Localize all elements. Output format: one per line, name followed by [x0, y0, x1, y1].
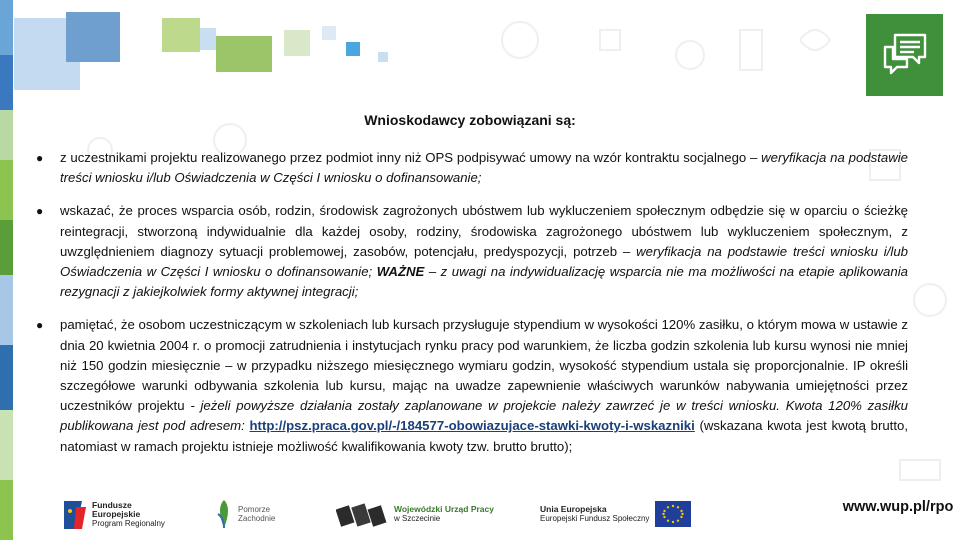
item-text: wskazać, że proces wsparcia osób, rodzin, środowisk zagrożonych ubóstwem lub wykluczeniem społecznym odbędzie się w oparciu o ścieżkę reintegracji, stworzoną indywidualnie dla każdej osoby, rodziny, środowiska zagrożonego ubóstwem lub wykluczeniem społecznym, z uwzględnieniem diagnozy sytuacji problemowej, zasobów, potencjału, predyspozycji, potrzeb: [60, 203, 908, 259]
logo-pomorze-zachodnie: [214, 492, 314, 536]
item-text-italic: – weryfikacja na podstawie treści wniosku i/lub Oświadczenia w Części I wniosku o dofinansowanie;: [60, 243, 909, 280]
deco-square: [378, 52, 388, 62]
bullet-dot-icon: ●: [36, 151, 44, 165]
pomorze-emblem-icon: [214, 498, 234, 530]
bullet-dot-icon: ●: [36, 204, 44, 219]
requirements-list: [36, 148, 908, 470]
page-title: Wnioskodawcy zobowiązani są:: [364, 112, 576, 128]
item-text: pamiętać, że osobom uczestniczącym w szkoleniach lub kursach przysługuje stypendium w wysokości 120% zasiłku, o którym mowa w ustawie z dnia 20 kwietnia 2004 r. o promocji zatrudnienia i instytucjach rynku pracy pod warunkiem, że liczba godzin szkolenia lub kursu wynosi nie mniej niż 150 godzin miesięcznie – w przypadku niższego miesięcznego wymiaru godzin, wysokość stypendium ustala się proporcjonalnie. IP określi szczegółowe warunki odbywania szkolenia lub kursu, mając na uwadze zapewnienie właściwych warunków nabywania umiejętności przez uczestników projektu: [60, 317, 908, 414]
deco-square: [200, 28, 216, 50]
footer-logos: [62, 492, 682, 540]
stipend-link[interactable]: http://psz.praca.gov.pl/-/184577-obowiazujace-stawki-kwoty-i-wskazniki: [249, 418, 695, 434]
item-text-italic: – z uwagi na indywidualizację wsparcia nie ma możliwości na etapie aplikowania rezygnacji z jakiejkolwiek formy aktywnej integracji;: [60, 264, 908, 300]
list-item: [36, 201, 908, 302]
logo-wojewodzki-urzad-pracy: [336, 492, 516, 536]
logo-fe-line3: Program Regionalny: [92, 518, 165, 528]
deco-square: [346, 42, 360, 56]
item-text: z uczestnikami projektu realizowanego przez podmiot inny niż OPS podpisywać umowy na wzór kontraktu socjalnego –: [60, 150, 762, 165]
logo-fundusze-europejskie: [62, 492, 182, 536]
logo-wup-line1: Wojewódzki Urząd Pracy: [394, 504, 494, 514]
deco-square: [322, 26, 336, 40]
comment-bubble-icon: [879, 29, 931, 81]
logo-pomorze-line2: Zachodnie: [238, 514, 276, 523]
deco-square: [162, 18, 200, 52]
website-url[interactable]: www.wup.pl/rpo: [842, 499, 954, 515]
important-label: WAŻNE: [376, 264, 425, 280]
list-item: [36, 148, 908, 188]
eu-flag-icon: [655, 501, 691, 527]
wup-emblem-icon: [336, 499, 390, 529]
item-text: (wskazana kwota jest kwotą brutto, natomiast w ramach projektu istnieje możliwość kwalifikowania kwoty tzw. brutto brutto);: [60, 418, 908, 454]
logo-unia-europejska: [540, 492, 710, 536]
deco-square: [66, 12, 120, 62]
deco-square: [216, 36, 272, 72]
logo-fe-line2: Europejskie: [92, 508, 141, 519]
logo-ue-line1: Unia Europejska: [540, 504, 607, 514]
logo-fe-line1: Fundusze: [92, 499, 132, 510]
item-text-italic: - jeżeli powyższe działania zostały zaplanowane w projekcie należy zawrzeć je w treści wniosku. Kwota 120% zasiłku publikowana jest pod adresem:: [60, 398, 908, 434]
logo-ue-line2: Europejski Fundusz Społeczny: [540, 514, 650, 523]
logo-wup-line2: w Szczecinie: [394, 514, 441, 523]
bullet-dot-icon: ●: [36, 318, 44, 333]
fe-emblem-icon: [62, 497, 88, 531]
list-item: [36, 315, 908, 456]
deco-square: [284, 30, 310, 56]
item-text-italic: weryfikacja na podstawie treści wniosku i/lub Oświadczenia w Części I wniosku o dofinansowanie;: [60, 150, 908, 186]
logo-pomorze-line1: Pomorze: [238, 505, 271, 514]
comment-tile: [866, 14, 943, 96]
